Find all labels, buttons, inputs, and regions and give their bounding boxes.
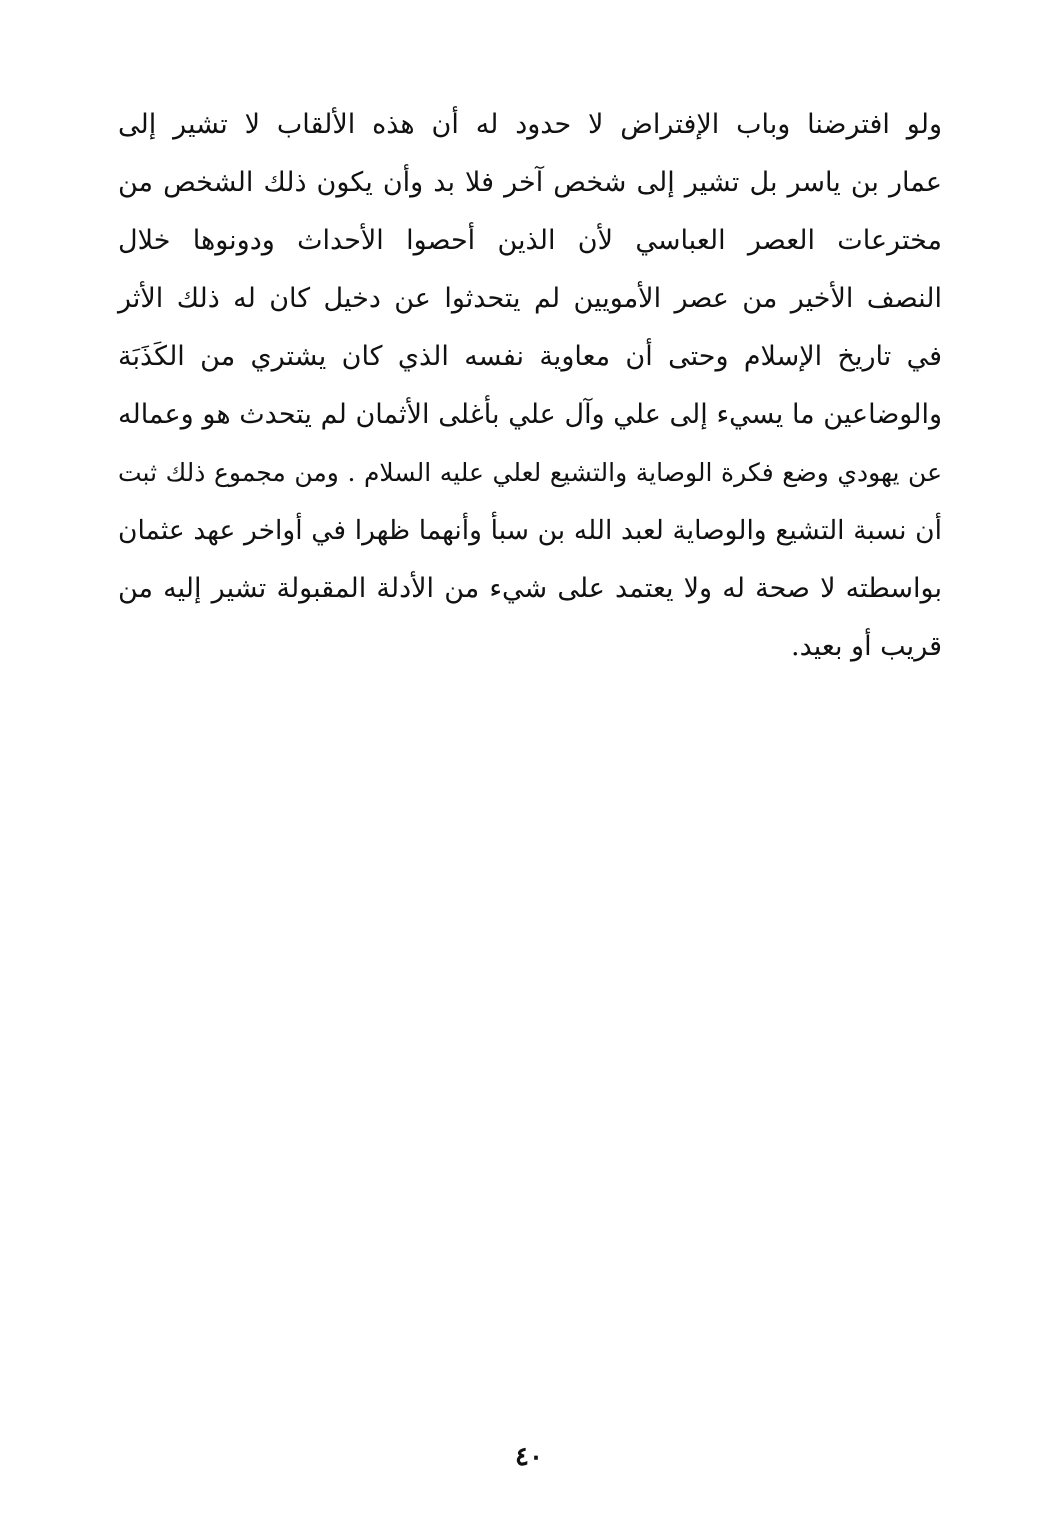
text-line-2: عمار بن ياسر بل تشير إلى شخص آخر فلا بد وأن يكون ذلك الشخص من	[118, 167, 942, 198]
text-line-3: مخترعات العصر العباسي لأن الذين أحصوا الأحداث ودونوها خلال	[118, 225, 942, 256]
text-line-8: أن نسبة التشيع والوصاية لعبد الله بن سبأ وأنهما ظهرا في أواخر عهد عثمان	[118, 515, 942, 546]
text-line-10: قريب أو بعيد.	[791, 631, 942, 662]
text-line-9: بواسطته لا صحة له ولا يعتمد على شيء من الأدلة المقبولة تشير إليه من	[118, 573, 942, 604]
body-paragraph	[118, 96, 942, 676]
text-line-5: في تاريخ الإسلام وحتى أن معاوية نفسه الذي كان يشتري من الكَذَبَة	[118, 341, 942, 372]
text-line-7: عن يهودي وضع فكرة الوصاية والتشيع لعلي عليه السلام . ومن مجموع ذلك ثبت	[118, 458, 942, 487]
text-line-4: النصف الأخير من عصر الأمويين لم يتحدثوا عن دخيل كان له ذلك الأثر	[118, 283, 942, 314]
text-line-1: ولو افترضنا وباب الإفتراض لا حدود له أن هذه الألقاب لا تشير إلى	[118, 109, 942, 140]
text-line-6: والوضاعين ما يسيء إلى علي وآل علي بأغلى الأثمان لم يتحدث هو وعماله	[118, 399, 942, 430]
page-number: ٤٠	[515, 1442, 543, 1472]
